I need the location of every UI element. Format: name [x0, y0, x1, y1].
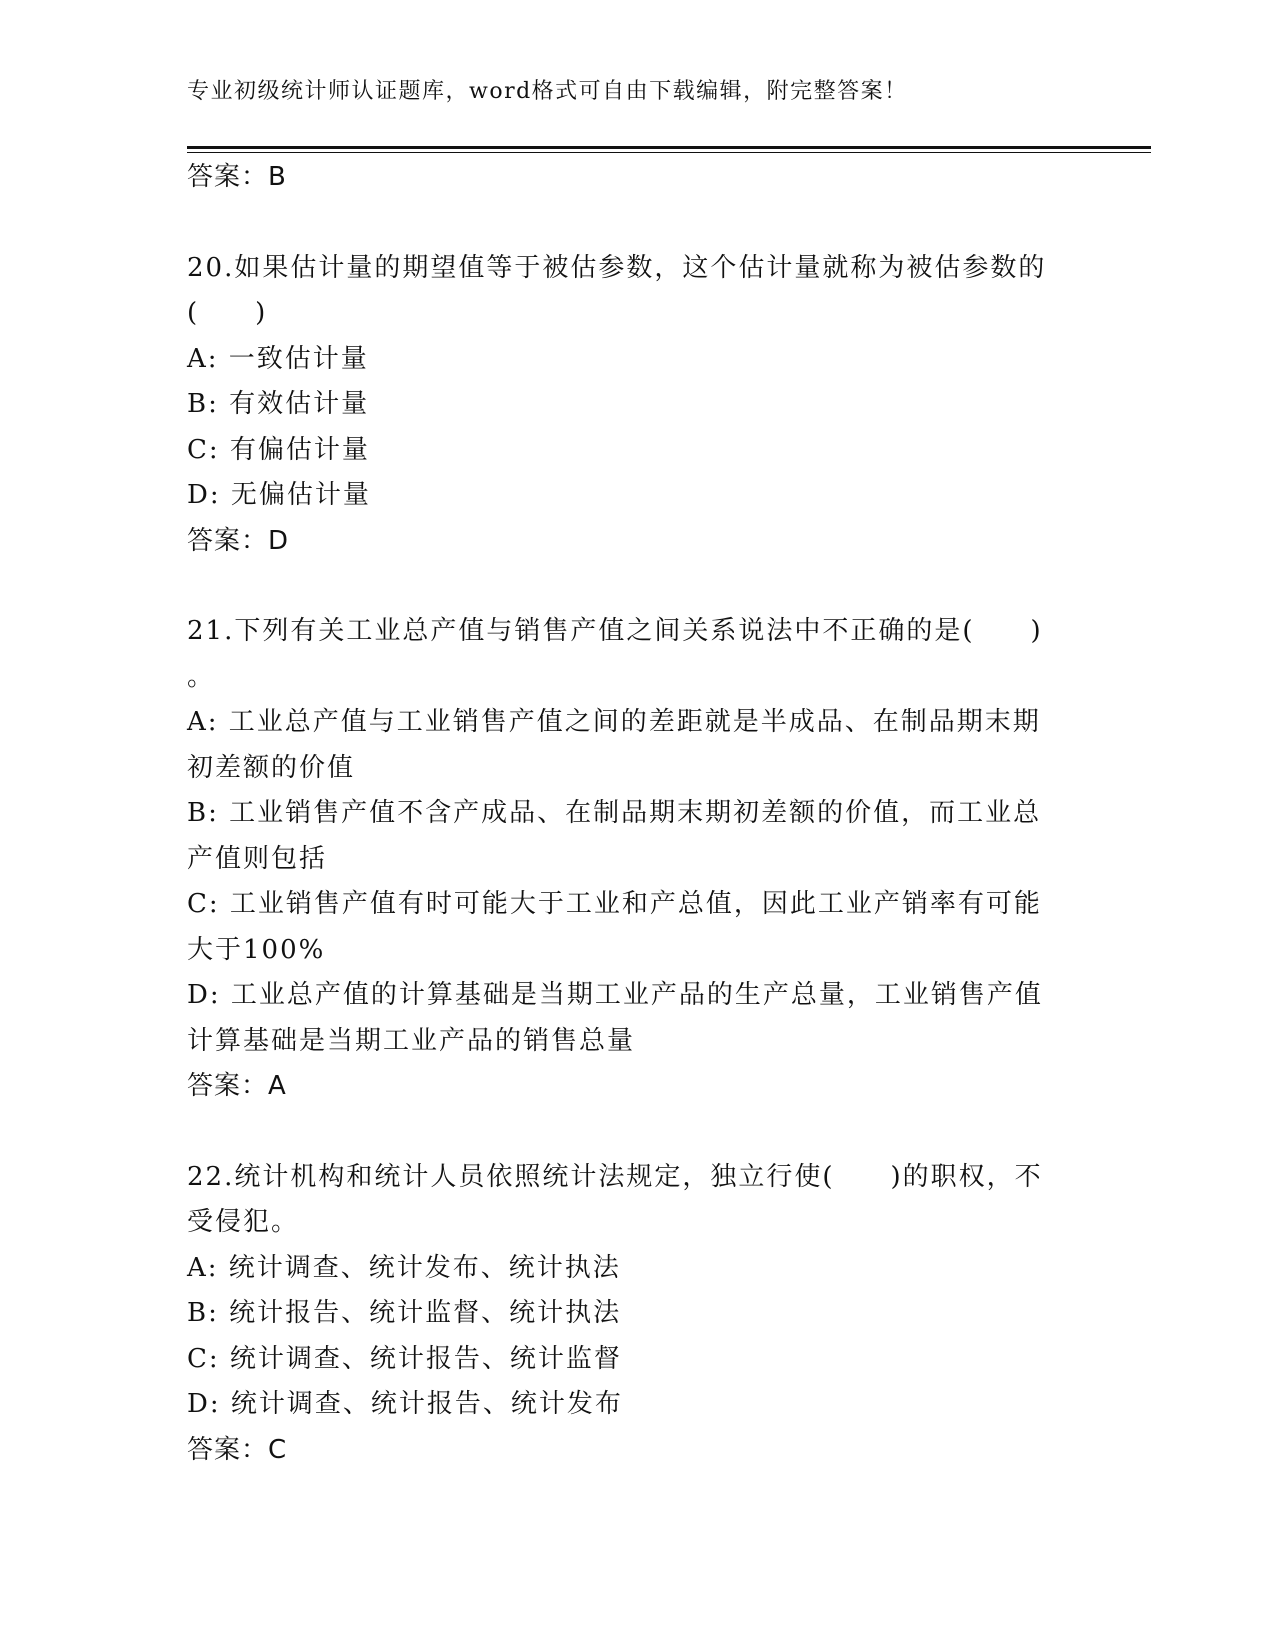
question-stem-line: 22.统计机构和统计人员依照统计法规定，独立行使( )的职权，不 — [187, 1161, 1043, 1192]
option-a: A: 一致估计量 — [187, 343, 369, 374]
previous-answer: 答案：B — [187, 162, 287, 192]
question-content — [187, 155, 1077, 1473]
option-b: B: 统计报告、统计监督、统计执法 — [187, 1298, 622, 1328]
option-c-continued: 大于100% — [187, 934, 326, 965]
question-stem-line: 。 — [187, 661, 216, 692]
header-rule-thick — [187, 146, 1151, 149]
option-c: C: 统计调查、统计报告、统计监督 — [187, 1343, 622, 1374]
option-b: B: 工业销售产值不含产成品、在制品期末期初差额的价值，而工业总 — [187, 798, 1042, 828]
option-d-continued: 计算基础是当期工业产品的销售总量 — [187, 1025, 636, 1056]
header-rule-thin — [187, 152, 1151, 153]
spacer — [187, 1110, 1077, 1155]
question-stem-line: ( ) — [187, 298, 268, 328]
option-b-continued: 产值则包括 — [187, 843, 328, 874]
option-b: B: 有效估计量 — [187, 389, 370, 419]
option-a-continued: 初差额的价值 — [187, 752, 356, 783]
answer: 答案：A — [187, 1071, 287, 1101]
option-d: D: 工业总产值的计算基础是当期工业产品的生产总量，工业销售产值 — [187, 980, 1043, 1010]
option-c: C: 有偏估计量 — [187, 434, 370, 465]
question-20 — [187, 246, 1077, 565]
option-c: C: 工业销售产值有时可能大于工业和产总值，因此工业产销率有可能 — [187, 889, 1042, 919]
question-stem-line: 21.下列有关工业总产值与销售产值之间关系说法中不正确的是( ) — [187, 616, 1043, 646]
question-stem-line: 受侵犯。 — [187, 1207, 300, 1237]
question-21 — [187, 609, 1077, 1110]
spacer — [187, 201, 1077, 246]
option-a: A: 工业总产值与工业销售产值之间的差距就是半成品、在制品期末期 — [187, 707, 1041, 737]
option-d: D: 统计调查、统计报告、统计发布 — [187, 1389, 623, 1419]
page-header: 专业初级统计师认证题库，word格式可自由下载编辑，附完整答案！ — [187, 79, 908, 104]
answer: 答案：D — [187, 525, 290, 556]
question-stem-line: 20.如果估计量的期望值等于被估参数，这个估计量就称为被估参数的 — [187, 252, 1047, 283]
option-d: D: 无偏估计量 — [187, 480, 371, 510]
spacer — [187, 564, 1077, 609]
option-a: A: 统计调查、统计发布、统计执法 — [187, 1252, 621, 1283]
question-22 — [187, 1155, 1077, 1474]
answer: 答案：C — [187, 1434, 288, 1465]
